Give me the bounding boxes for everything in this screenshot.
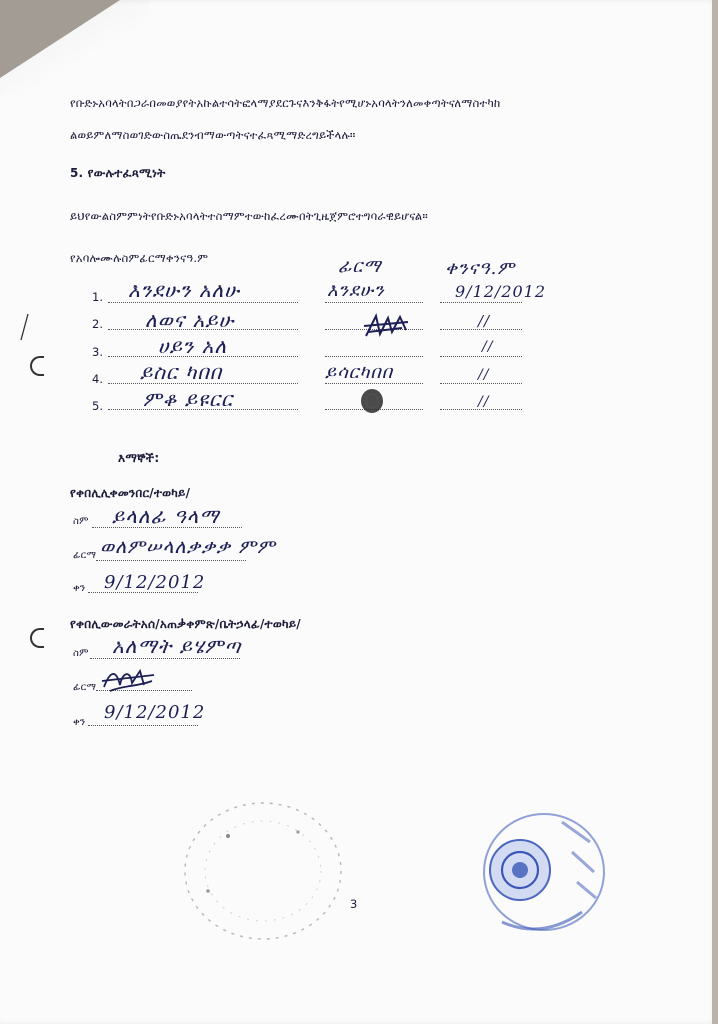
thumbprint (358, 388, 388, 414)
members-title: የአባሎሙሉስምፊርማቀንናዓ.ም (70, 251, 209, 265)
date-line (440, 383, 522, 384)
member-name: ሀይን አለ (158, 334, 228, 358)
signature-column-header: ፊርማ (338, 256, 382, 277)
office-name-line (90, 658, 240, 659)
row-number: 4. (92, 372, 103, 386)
office-date-label: ቀን (73, 717, 86, 728)
member-name: ምቆ ይዩርር (143, 387, 234, 411)
chair-signature-line (96, 560, 246, 561)
signature-line (325, 302, 423, 303)
member-name: ይስር ካበበ (140, 360, 223, 384)
row-number: 3. (92, 345, 103, 359)
punch-hole (30, 628, 44, 648)
office-date-line (88, 725, 198, 726)
member-date: // (478, 367, 490, 383)
signature-line (325, 383, 423, 384)
row-number: 1. (92, 290, 103, 304)
chairperson-heading: የቀበሊሊቀመንበር/ተወካይ/ (70, 486, 191, 500)
page-fold-corner (0, 0, 120, 78)
chair-date-label: ቀን (73, 583, 86, 594)
row-number: 5. (92, 399, 103, 413)
margin-mark (18, 312, 30, 342)
land-office-heading: የቀበሊውመራትአሰ/አጠቃቀምጽ/ቤትኃላፊ/ተወካይ/ (70, 617, 301, 631)
page-number: 3 (350, 897, 358, 911)
paragraph-line-1: የቡድኑአባላትበጋራበመወያየትአኩልተሳትፎላማያደርጉናእንቅፋትየሚሆኑአባላትንለመቀጣትናለማስተካከ (70, 96, 501, 110)
member-name: ለወና አይሁ (145, 308, 235, 332)
signature-line (325, 356, 423, 357)
date-line (440, 302, 522, 303)
office-name-value: አለማት ይሄምጣ (112, 634, 242, 658)
office-signature-label: ፊርማ (73, 682, 97, 693)
member-date: // (482, 339, 494, 355)
signature-scribble (362, 312, 412, 342)
member-signature: ይሳርካበበ (325, 362, 394, 383)
chair-name-value: ይላለፊ ዓላማ (112, 504, 220, 528)
page-edge (712, 0, 718, 1024)
member-date: // (478, 312, 491, 330)
faded-stamp (178, 796, 348, 946)
member-date: 9/12/2012 (455, 282, 547, 301)
member-date: // (478, 394, 490, 410)
section-5-body: ይህየውልስምምነትየቡድኑአባላትተስማምተውከፈረሙበትጊዜጀምሮተግባራዊይሆናል። (70, 209, 428, 223)
name-line (108, 302, 298, 303)
chair-date-value: 9/12/2012 (104, 572, 206, 593)
member-name: እንደሁን አለሁ (128, 278, 241, 302)
member-signature: እንደሁን (327, 280, 385, 301)
chair-signature-value: ወለምሠላለቃቃቃ ምም (100, 536, 276, 558)
office-signature-scribble (100, 665, 158, 695)
date-column-header: ቀንናዓ.ም (445, 258, 516, 279)
official-stamp (482, 812, 602, 942)
paragraph-line-2: ልወይምለማስወገድውስጤደንብማውጣትናተፈጻሚማድረግይችላሉ። (70, 128, 356, 142)
office-date-value: 9/12/2012 (104, 702, 206, 723)
punch-hole (30, 356, 44, 376)
office-name-label: ስም (73, 648, 89, 659)
row-number: 2. (92, 317, 103, 331)
witnesses-heading: እማኞች: (118, 451, 160, 465)
date-line (440, 356, 522, 357)
chair-name-label: ስም (73, 516, 89, 527)
section-5-heading: 5. የውሉተፈጻሚነት (70, 166, 166, 180)
chair-signature-label: ፊርማ (73, 550, 97, 561)
